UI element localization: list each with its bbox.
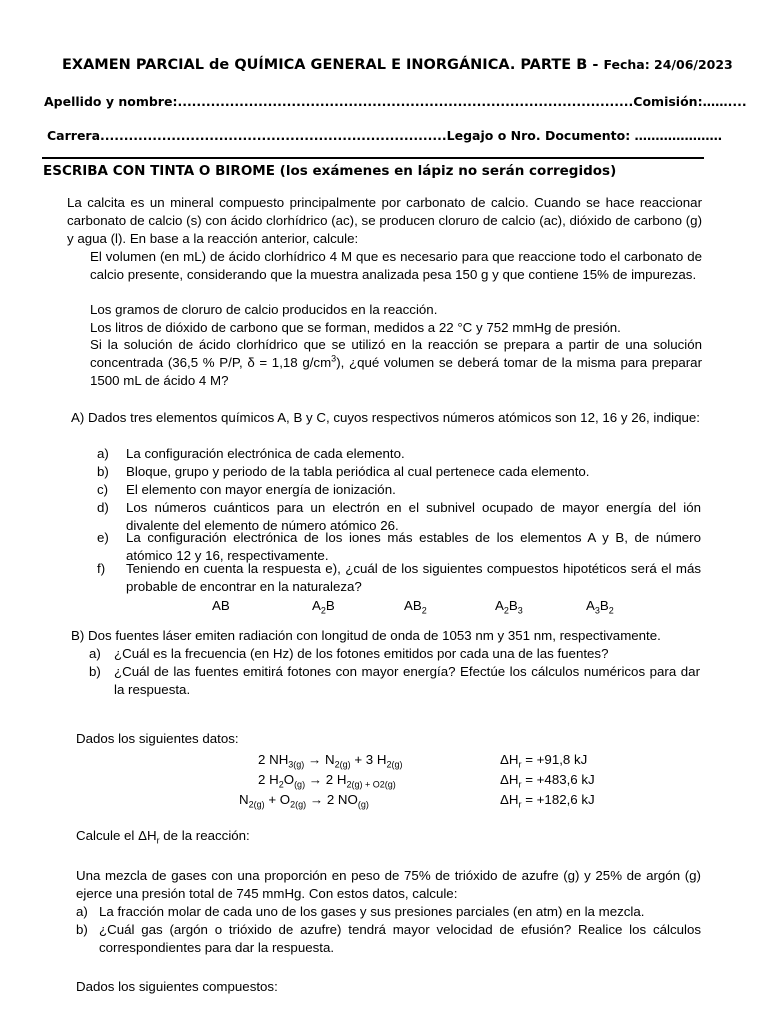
compound-2: $A_2B$ — [312, 598, 335, 616]
problem-1-intro: La calcita es un mineral compuesto principalmente por carbonato de calcio. Cuando se hace reaccionar carbonato de calcio (s) con ácido clorhídrico (ac), se producen cloruro de calcio (ac), dióxido de carbono (g) y agua (l). En base a la reacción anterior, calcule: — [67, 195, 702, 246]
section-a-label-b: b) — [97, 464, 109, 479]
career-line: Carrera.........................................................................Legajo o Nro. Documento: ………………… — [47, 128, 723, 143]
thermo-question: Calcule el $\Delta H_r$ de la reacción: — [76, 828, 250, 846]
gas-intro: Una mezcla de gases con una proporción en peso de 75% de trióxido de azufre (g) y 25% de argón (g) ejerce una presión total de 745 mmHg. Con estos datos, calcule: — [76, 868, 701, 901]
compound-3: $AB_2$ — [404, 598, 427, 616]
section-b-label-a: a) — [89, 646, 101, 661]
section-a-item-a: La configuración electrónica de cada elemento. — [126, 446, 405, 461]
name-line: Apellido y nombre:................................................................................................Comisión:…….... — [44, 94, 747, 109]
section-a-item-c: El elemento con mayor energía de ionización. — [126, 482, 396, 497]
problem-1-item-4: Si la solución de ácido clorhídrico que se utilizó en la reacción se prepara a partir de una solución concentrada (36,5 % P/P, δ = 1,18 $g/cm^3$), ¿qué volumen se deberá tomar de la misma para preparar 1500 mL de ácido 4 M? — [90, 337, 703, 388]
divider — [42, 157, 704, 159]
gas-label-b: b) — [76, 922, 88, 937]
thermo-intro: Dados los siguientes datos: — [76, 731, 239, 746]
section-b-label-b: b) — [89, 664, 101, 679]
exam-date: Fecha: 24/06/2023 — [603, 57, 733, 72]
enthalpy-3: $\Delta H_r = +182,6$ kJ — [500, 792, 595, 810]
gas-item-a: La fracción molar de cada uno de los gases y sus presiones parciales (en atm) en la mezcla. — [99, 904, 645, 919]
section-a-label-d: d) — [97, 500, 109, 515]
section-a-label-c: c) — [97, 482, 109, 497]
gas-label-a: a) — [76, 904, 88, 919]
enthalpy-1: $\Delta H_r = +91,8$ kJ — [500, 752, 588, 770]
section-b-item-b: ¿Cuál de las fuentes emitirá fotones con mayor energía? Efectúe los cálculos numéricos para dar la respuesta. — [114, 664, 700, 697]
section-a-item-e: La configuración electrónica de los iones más estables de los elementos A y B, de número atómico 12 y 16, respectivamente. — [126, 530, 701, 563]
section-a-item-d: Los números cuánticos para un electrón en el subnivel ocupado de mayor energía del ión divalente del elemento de número atómico 26. — [126, 500, 701, 533]
section-a-item-f: Teniendo en cuenta la respuesta e), ¿cuál de los siguientes compuestos hipotéticos será el más probable de encontrar en la naturaleza? — [126, 561, 701, 594]
problem-1-item-2: Los gramos de cloruro de calcio producidos en la reacción. — [90, 302, 438, 317]
exam-title — [62, 56, 733, 74]
ink-instruction: ESCRIBA CON TINTA O BIROME (los exámenes en lápiz no serán corregidos) — [43, 163, 617, 179]
section-a-label-e: e) — [97, 530, 109, 545]
problem-1-item-3: Los litros de dióxido de carbono que se forman, medidos a 22 °C y 752 mmHg de presión. — [90, 320, 621, 335]
exam-title-text: EXAMEN PARCIAL de QUÍMICA GENERAL E INORGÁNICA. PARTE B - — [62, 57, 604, 73]
problem-1-item-1: El volumen (en mL) de ácido clorhídrico 4 M que es necesario para que reaccione todo el carbonato de calcio presente, considerando que la muestra analizada pesa 150 g y que contiene 15% de impurezas. — [90, 249, 702, 282]
reaction-3: $N_{2(g)} + O_{2(g)} \to 2$ $NO_{(g)}$ — [239, 792, 369, 810]
enthalpy-2: $\Delta H_r = +483,6$ kJ — [500, 772, 595, 790]
section-b-item-a: ¿Cuál es la frecuencia (en Hz) de los fotones emitidos por cada una de las fuentes? — [114, 646, 609, 661]
reaction-2: 2 $H_2O_{(g)} \to 2$ $H_{2(g) + O2(g)}$ — [258, 772, 396, 790]
compounds-intro: Dados los siguientes compuestos: — [76, 979, 278, 994]
section-b-intro: B) Dos fuentes láser emiten radiación con longitud de onda de 1053 nm y 351 nm, respectivamente. — [71, 628, 661, 643]
compound-4: $A_2B_3$ — [495, 598, 523, 616]
section-a-label-a: a) — [97, 446, 109, 461]
gas-item-b: ¿Cuál gas (argón o trióxido de azufre) tendrá mayor velocidad de efusión? Realice los cálculos correspondientes para dar la respuesta. — [99, 922, 701, 955]
reaction-1: 2 $NH_{3(g)} \to N_{2(g)} + 3$ $H_{2(g)}$ — [258, 752, 403, 770]
section-a-intro: A) Dados tres elementos químicos A, B y C, cuyos respectivos números atómicos son 12, 16 y 26, indique: — [71, 410, 700, 425]
compound-5: $A_3B_2$ — [586, 598, 614, 616]
section-a-item-b: Bloque, grupo y periodo de la tabla periódica al cual pertenece cada elemento. — [126, 464, 590, 479]
section-a-label-f: f) — [97, 561, 106, 576]
compound-1: AB — [212, 598, 230, 613]
